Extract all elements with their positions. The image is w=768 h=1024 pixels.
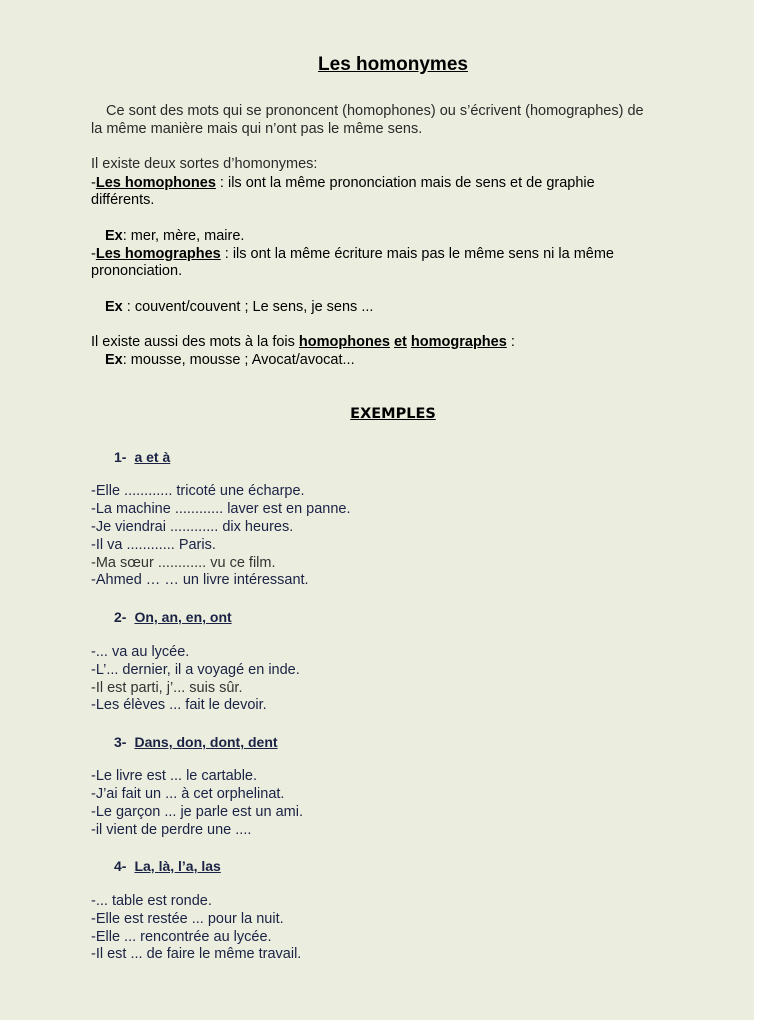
- examples-heading: EXEMPLES: [350, 406, 436, 422]
- exercise-line: -Elle ... rencontrée au lycée.: [91, 929, 272, 945]
- exercise-line: -Il est ... de faire le même travail.: [91, 946, 302, 962]
- exercise-line: -Elle ............ tricoté une écharpe.: [91, 483, 305, 499]
- exercise-line: -Ahmed … … un livre intéressant.: [91, 572, 309, 588]
- exercise-number: 2-: [114, 609, 127, 625]
- both-lead: Il existe aussi des mots à la fois: [91, 334, 299, 350]
- page-title: Les homonymes: [318, 54, 468, 75]
- homographes-desc-2: prononciation.: [91, 263, 183, 279]
- homophones-desc-2: différents.: [91, 192, 155, 208]
- exercise-number: 3-: [114, 734, 127, 750]
- homographes-term: Les homographes: [95, 246, 221, 262]
- exercise-number: 1-: [114, 449, 127, 465]
- both-term-homographes: homographes: [410, 334, 507, 350]
- colon: :: [506, 334, 515, 350]
- intro-line-1: Ce sont des mots qui se prononcent (homophones) ou s’écrivent (homographes) de: [106, 103, 644, 119]
- exercise-line: -J’ai fait un ... à cet orphelinat.: [91, 786, 285, 802]
- exercise-line: -Il est parti, j’... suis sûr.: [91, 680, 243, 696]
- page-edge: [754, 0, 768, 1024]
- exercise-3-heading: [114, 734, 278, 750]
- ex-label: Ex: [105, 352, 123, 368]
- both-definition: [91, 334, 515, 351]
- exercise-line: -... table est ronde.: [91, 893, 212, 909]
- homographes-desc: : ils ont la même écriture mais pas le même sens ni la même: [220, 246, 614, 262]
- exercise-line: -Le livre est ... le cartable.: [91, 768, 258, 784]
- homographes-definition: [91, 246, 614, 263]
- exercise-line: -Les élèves ... fait le devoir.: [91, 697, 267, 713]
- exercise-line: -... va au lycée.: [91, 644, 190, 660]
- dash: -: [91, 175, 96, 191]
- ex-text: : mousse, mousse ; Avocat/avocat...: [122, 352, 355, 368]
- exercise-line: -Elle est restée ... pour la nuit.: [91, 911, 284, 927]
- intro-line-2: la même manière mais qui n’ont pas le même sens.: [91, 121, 423, 137]
- exercise-2-heading: [114, 609, 232, 625]
- ex-label: Ex: [105, 228, 123, 244]
- kinds-lead: Il existe deux sortes d’homonymes:: [91, 156, 318, 172]
- exercise-line: -L’... dernier, il a voyagé en inde.: [91, 662, 300, 678]
- homophones-example: [105, 228, 244, 245]
- exercise-line: -Ma sœur ............ vu ce film.: [91, 555, 276, 571]
- exercise-line: -Le garçon ... je parle est un ami.: [91, 804, 303, 820]
- exercise-line: -il vient de perdre une ....: [91, 822, 252, 838]
- homophones-definition: [91, 175, 595, 192]
- homophones-desc: : ils ont la même prononciation mais de sens et de graphie: [215, 175, 595, 191]
- exercise-topic: On, an, en, ont: [134, 609, 232, 625]
- dash: -: [91, 246, 96, 262]
- exercise-topic: La, là, l’a, las: [134, 858, 221, 874]
- ex-text: : mer, mère, maire.: [122, 228, 245, 244]
- exercise-topic: a et à: [134, 449, 171, 465]
- exercise-line: -Je viendrai ............ dix heures.: [91, 519, 294, 535]
- both-term-et: et: [393, 334, 407, 350]
- both-term-homophones: homophones: [298, 334, 390, 350]
- exercise-number: 4-: [114, 858, 127, 874]
- homophones-term: Les homophones: [95, 175, 216, 191]
- both-example: [105, 352, 355, 369]
- homographes-example: [105, 299, 373, 316]
- ex-text: : couvent/couvent ; Le sens, je sens ...: [122, 299, 374, 315]
- exercise-4-heading: [114, 858, 221, 874]
- ex-label: Ex: [105, 299, 123, 315]
- exercise-line: -Il va ............ Paris.: [91, 537, 216, 553]
- exercise-line: -La machine ............ laver est en panne.: [91, 501, 351, 517]
- exercise-topic: Dans, don, dont, dent: [134, 734, 278, 750]
- exercise-1-heading: [114, 449, 170, 465]
